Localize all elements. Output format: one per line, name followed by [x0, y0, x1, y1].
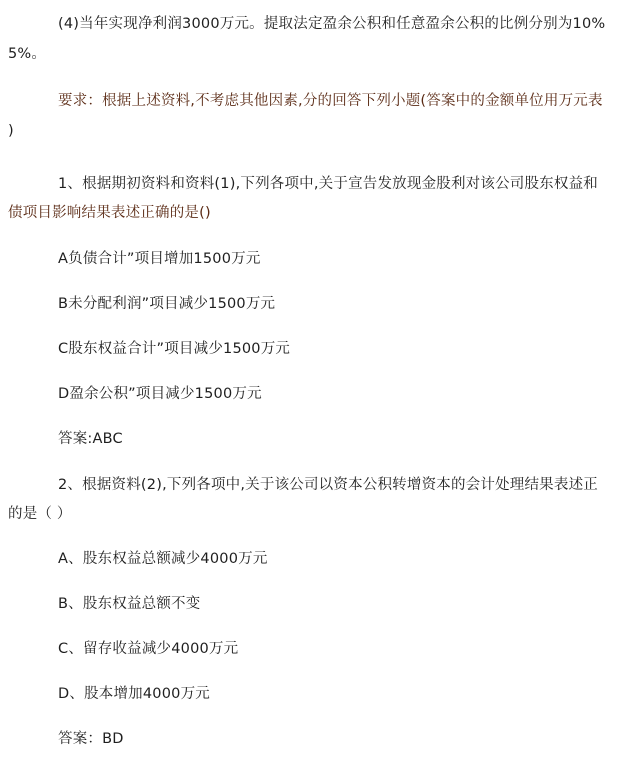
question-2-option-c: C、留存收益减少4000万元 [58, 641, 239, 657]
question-2-option-d: D、股本增加4000万元 [58, 686, 210, 702]
paragraph-4-line-1: (4)当年实现净利润3000万元。提取法定盈余公积和任意盈余公积的比例分别为10% [58, 16, 606, 32]
question-2-option-b: B、股东权益总额不变 [58, 596, 201, 612]
requirement-text: 根据上述资料,不考虑其他因素,分的回答下列小题(答案中的金额单位用万元表 [102, 93, 603, 109]
question-2-answer: 答案：BD [58, 731, 124, 747]
question-1-option-b: B未分配利润”项目减少1500万元 [58, 296, 276, 312]
question-2-option-a: A、股东权益总额减少4000万元 [58, 551, 268, 567]
paragraph-4-line-2: 5%。 [8, 46, 47, 62]
question-1-option-a: A负债合计”项目增加1500万元 [58, 251, 261, 267]
requirement-line-1 [58, 91, 603, 111]
question-1-stem-line-2: 债项目影响结果表述正确的是() [8, 205, 211, 221]
requirement-label: 要求： [58, 93, 103, 109]
question-2-stem-line-1: 2、根据资料(2),下列各项中,关于该公司以资本公积转增资本的会计处理结果表述正 [58, 477, 598, 493]
question-2-stem-line-2: 的是（ ） [8, 506, 72, 522]
question-1-option-d: D盈余公积”项目减少1500万元 [58, 386, 262, 402]
question-1-option-c: C股东权益合计”项目减少1500万元 [58, 341, 291, 357]
question-1-answer: 答案:ABC [58, 431, 123, 447]
question-1-stem-line-1: 1、根据期初资料和资料(1),下列各项中,关于宣告发放现金股利对该公司股东权益和 [58, 176, 598, 192]
requirement-line-2: ) [8, 123, 14, 139]
